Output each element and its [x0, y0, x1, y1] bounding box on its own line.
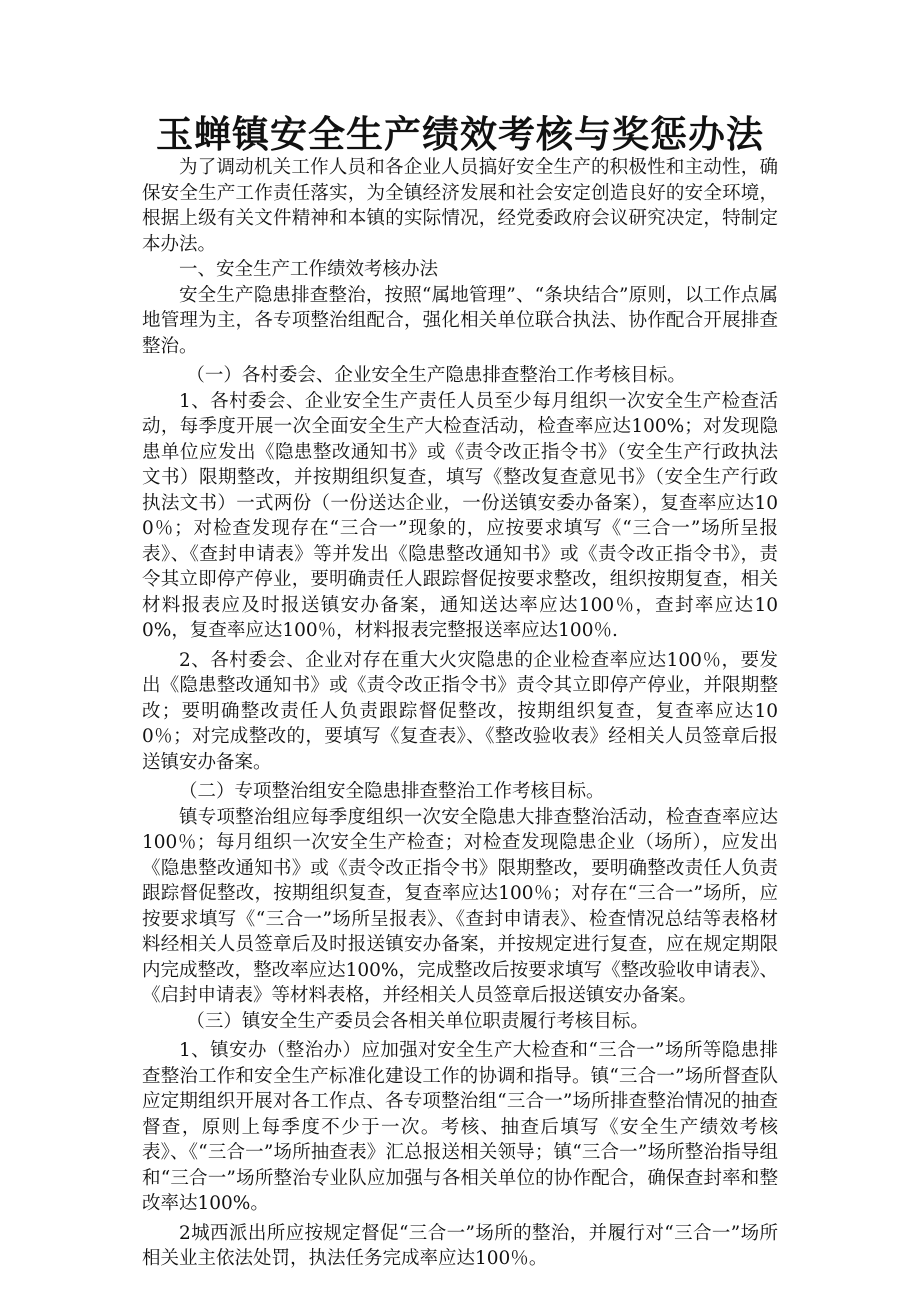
paragraph-item-1: 1、各村委会、企业安全生产责任人员至少每月组织一次安全生产检查活动，每季度开展一次全面安全生产大检查活动，检查率应达100%；对发现隐患单位应发出《隐患整改通知书》或《责令改正指令书》（安全生产行政执法文书）限期整改，并按期组织复查，填写《整改复查意见书》（安全生产行政执法文书）一式两份（一份送达企业，一份送镇安委办备案），复查率应达100％；对检查发现存在“三合一”现象的，应按要求填写《“三合一”场所呈报表》、《查封申请表》等并发出《隐患整改通知书》或《责令改正指令书》，责令其立即停产停业，要明确责任人跟踪督促按要求整改，组织按期复查，相关材料报表应及时报送镇安办备案，通知送达率应达100％，查封率应达100%，复查率应达100％，材料报表完整报送率应达100％.	[142, 390, 778, 641]
paragraph-police-station: 2城西派出所应按规定督促“三合一”场所的整治，并履行对“三合一”场所相关业主依法处罚，执法任务完成率应达100％。	[142, 1222, 778, 1269]
subsection-heading-2: （二）专项整治组安全隐患排查整治工作考核目标。	[179, 781, 605, 802]
document-body	[142, 155, 778, 1272]
section-heading-1: 一、安全生产工作绩效考核办法	[179, 259, 439, 280]
paragraph-special-group: 镇专项整治组应每季度组织一次安全隐患大排查整治活动，检查查率应达100％；每月组织一次安全生产检查；对检查发现隐患企业（场所），应发出《隐患整改通知书》或《责令改正指令书》限期整改，要明确整改责任人负责跟踪督促整改，按期组织复查，复查率应达100％；对存在“三合一”场所，应按要求填写《“三合一”场所呈报表》、《查封申请表》、检查情况总结等表格材料经相关人员签章后及时报送镇安办备案，并按规定进行复查，应在规定期限内完成整改，整改率应达100%，完成整改后按要求填写《整改验收申请表》、《启封申请表》等材料表格，并经相关人员签章后报送镇安办备案。	[142, 806, 778, 1006]
paragraph-item-2: 2、各村委会、企业对存在重大火灾隐患的企业检查率应达100％，要发出《隐患整改通知书》或《责令改正指令书》责令其立即停产停业，并限期整改；要明确整改责任人负责跟踪督促整改，按期组织复查，复查率应达100％；对完成整改的，要填写《复查表》、《整改验收表》经相关人员签章后报送镇安办备案。	[142, 649, 778, 773]
subsection-heading-1: （一）各村委会、企业安全生产隐患排查整治工作考核目标。	[186, 365, 686, 386]
paragraph-principle: 安全生产隐患排查整治，按照“属地管理”、“条块结合”原则，以工作点属地管理为主，各专项整治组配合，强化相关单位联合执法、协作配合开展排查整治。	[142, 284, 778, 357]
subsection-heading-3: （三）镇安全生产委员会各相关单位职责履行考核目标。	[186, 1010, 649, 1032]
intro-paragraph: 为了调动机关工作人员和各企业人员搞好安全生产的积极性和主动性，确保安全生产工作责任落实，为全镇经济发展和社会安定创造良好的安全环境，根据上级有关文件精神和本镇的实际情况，经党委政府会议研究决定，特制定本办法。	[142, 157, 778, 255]
document-title: 玉蝉镇安全生产绩效考核与奖惩办法	[156, 112, 764, 156]
paragraph-safety-office: 1、镇安办（整治办）应加强对安全生产大检查和“三合一”场所等隐患排查整治工作和安全生产标准化建设工作的协调和指导。镇“三合一”场所督查队应定期组织开展对各工作点、各专项整治组“三合一”场所排查整治情况的抽查督查，原则上每季度不少于一次。考核、抽查后填写《安全生产绩效考核表》、《“三合一”场所抽查表》汇总报送相关领导；镇“三合一”场所整治指导组和“三合一”场所整治专业队应加强与各相关单位的协作配合，确保查封率和整改率达100%。	[142, 1040, 778, 1214]
